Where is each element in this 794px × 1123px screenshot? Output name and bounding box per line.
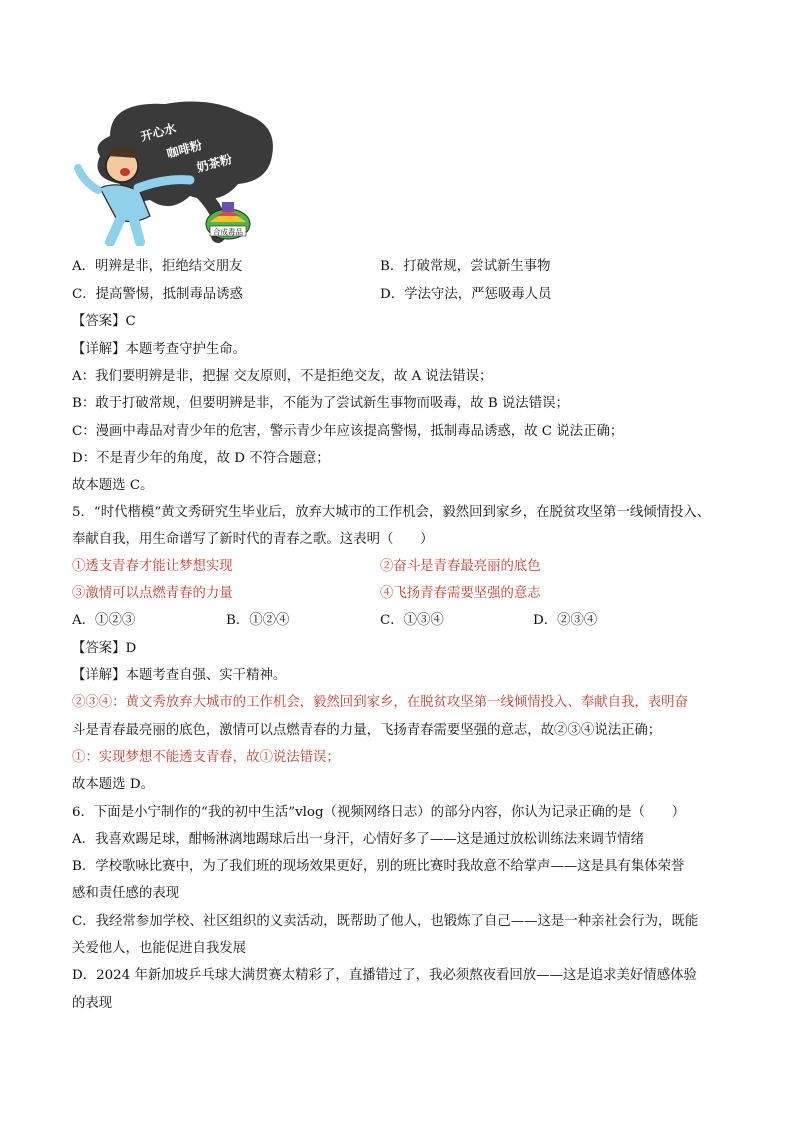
q6-option-d-line-2: 的表现 <box>72 996 113 1011</box>
q6-option-b-line-2: 感和责任感的表现 <box>72 886 180 901</box>
q6-stem: 6．下面是小宁制作的“我的初中生活”vlog（视频网络日志）的部分内容，你认为记录正确的是（ ） <box>72 805 686 820</box>
q4-detail: 【详解】本题考查守护生命。 <box>72 342 247 357</box>
q5-option-b: B．①②④ <box>226 613 290 628</box>
q5-stem-line-1: 5．“时代楷模”黄文秀研究生毕业后，放弃大城市的工作机会，毅然回到家乡，在脱贫攻坚第一线倾情投入、 <box>72 505 711 520</box>
q4-analysis-a: A：我们要明辨是非，把握 交友原则，不是拒绝交友，故 A 说法错误； <box>72 369 493 384</box>
q4-option-c: C．提高警惕，抵制毒品诱惑 <box>72 287 243 302</box>
q5-statement-4: ④飞扬青春需要坚强的意志 <box>380 586 541 601</box>
q5-statement-3: ③激情可以点燃青春的力量 <box>72 586 233 601</box>
q4-option-b: B．打破常规，尝试新生事物 <box>380 259 551 274</box>
q4-analysis-d: D：不是青少年的角度，故 D 不符合题意； <box>72 451 330 466</box>
q6-option-b-line-1: B．学校歌咏比赛中，为了我们班的现场效果更好，别的班比赛时我故意不给掌声——这是具有集体荣誉 <box>72 859 685 874</box>
q5-statement-1: ①透支青春才能让梦想实现 <box>72 559 233 574</box>
q5-statement-2: ②奋斗是青春最亮丽的底色 <box>380 559 541 574</box>
q6-option-d-line-1: D．2024 年新加坡乒乓球大满贯赛太精彩了，直播错过了，我必须熬夜看回放——这是追求美好情感体验 <box>72 968 697 983</box>
q5-analysis-line-3: ①：实现梦想不能透支青春，故①说法错误； <box>72 750 340 765</box>
q6-option-c-line-1: C．我经常参加学校、社区组织的义卖活动，既帮助了他人，也锻炼了自己——这是一种亲社会行为，既能 <box>72 914 699 929</box>
q6-option-a: A．我喜欢踢足球，酣畅淋漓地踢球后出一身汗，心情好多了——这是通过放松训练法来调节情绪 <box>72 832 645 847</box>
cloud-text-3: 奶茶粉 <box>195 152 234 175</box>
q4-analysis-c: C：漫画中毒品对青少年的危害，警示青少年应该提高警惕，抵制毒品诱惑，故 C 说法正确； <box>72 424 624 439</box>
q6-option-c-line-2: 关爱他人，也能促进自我发展 <box>72 941 247 956</box>
q5-conclusion: 故本题选 D。 <box>72 777 154 792</box>
q5-stem-line-2: 奉献自我，用生命谱写了新时代的青春之歌。这表明（ ） <box>72 532 434 547</box>
q4-conclusion: 故本题选 C。 <box>72 478 154 493</box>
cloud-text-1: 开心水 <box>139 121 178 144</box>
drug-warning-cartoon <box>70 96 280 246</box>
bottle-label: 合成毒品 <box>213 227 243 237</box>
cloud-text-2: 咖啡粉 <box>165 138 204 161</box>
q5-analysis-line-1: ②③④：黄文秀放弃大城市的工作机会，毅然回到家乡，在脱贫攻坚第一线倾情投入、奉献自我，表明奋 <box>72 695 688 710</box>
q5-detail: 【详解】本题考查自强、实干精神。 <box>72 668 287 683</box>
q4-answer: 【答案】C <box>72 314 136 329</box>
q5-option-a: A．①②③ <box>72 613 136 628</box>
q5-answer: 【答案】D <box>72 641 137 656</box>
q4-option-d: D．学法守法，严惩吸毒人员 <box>380 287 552 302</box>
q5-analysis-line-2: 斗是青春最亮丽的底色，激情可以点燃青春的力量，飞扬青春需要坚强的意志，故②③④说法正确； <box>72 723 662 738</box>
q4-option-a: A．明辨是非，拒绝结交朋友 <box>72 259 243 274</box>
q5-option-d: D．②③④ <box>533 613 598 628</box>
q5-option-c: C．①③④ <box>380 613 444 628</box>
q4-analysis-b: B：敢于打破常规，但要明辨是非，不能为了尝试新生事物而吸毒，故 B 说法错误； <box>72 396 569 411</box>
